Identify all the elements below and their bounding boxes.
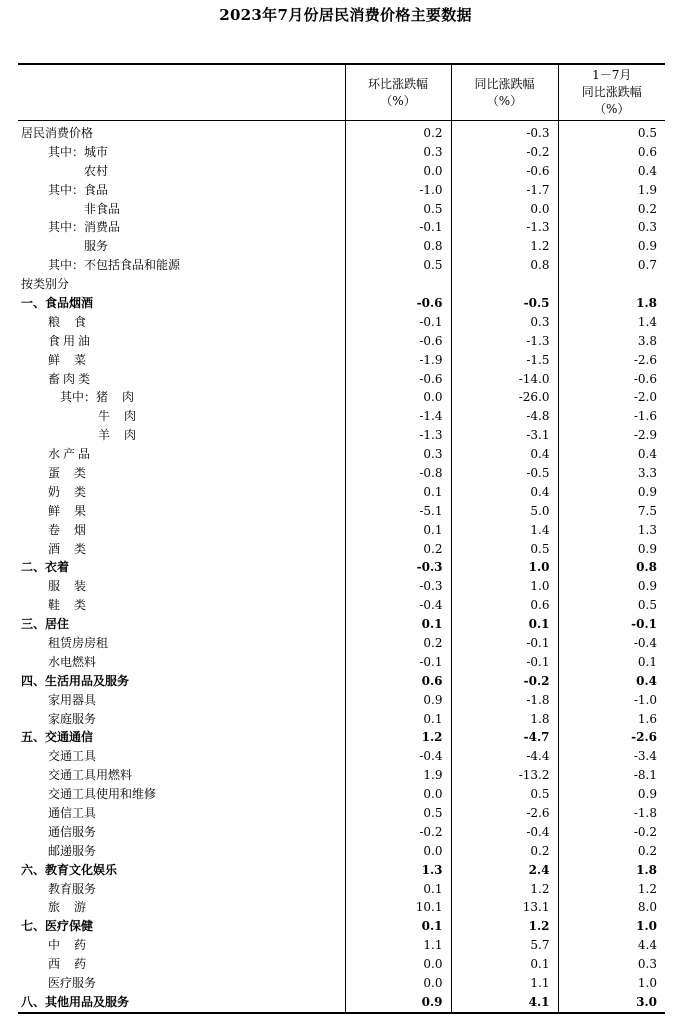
row-label-prefix: 其中： — [48, 258, 85, 273]
table-row — [18, 785, 665, 804]
table-row — [18, 899, 665, 918]
cell-ytd-value: 0.4 — [558, 162, 665, 181]
cell-yoy-value: -0.1 — [451, 653, 558, 672]
row-label — [18, 842, 345, 861]
cell-mom-value: 0.2 — [345, 121, 451, 143]
table-row — [18, 842, 665, 861]
cell-ytd-value: 3.3 — [558, 464, 665, 483]
table-row — [18, 577, 665, 596]
row-label — [18, 936, 345, 955]
table-row — [18, 313, 665, 332]
cell-mom-value: 0.1 — [345, 615, 451, 634]
cell-ytd-value: 3.0 — [558, 993, 665, 1013]
cell-ytd-value: -2.6 — [558, 351, 665, 370]
cell-mom-value: 0.3 — [345, 143, 451, 162]
row-label-text: 猪肉 — [96, 390, 149, 405]
header-item-column — [18, 64, 345, 121]
cell-yoy-value: 0.2 — [451, 842, 558, 861]
row-label-text: 服装 — [48, 579, 101, 594]
row-label — [18, 540, 345, 559]
row-label — [18, 218, 345, 237]
cell-mom-value: 0.5 — [345, 200, 451, 219]
cell-mom-value: -0.4 — [345, 747, 451, 766]
cell-ytd-value: -1.6 — [558, 407, 665, 426]
cell-mom-value: 0.1 — [345, 483, 451, 502]
header-yoy-change: 同比涨跌幅 （%） — [451, 64, 558, 121]
cell-mom-value: 1.3 — [345, 861, 451, 880]
cell-mom-value: -0.8 — [345, 464, 451, 483]
cell-mom-value: -0.1 — [345, 653, 451, 672]
row-label — [18, 370, 345, 389]
row-label-text: 奶类 — [48, 484, 101, 499]
cell-ytd-value: 0.5 — [558, 596, 665, 615]
row-label-text: 城市 — [84, 144, 109, 159]
cell-ytd-value: 1.0 — [558, 974, 665, 993]
cell-yoy-value: -1.7 — [451, 181, 558, 200]
row-label-prefix: 其中： — [60, 390, 97, 405]
cell-mom-value: -0.2 — [345, 823, 451, 842]
cell-ytd-value: -1.8 — [558, 804, 665, 823]
row-label — [18, 313, 345, 332]
row-label — [18, 275, 345, 294]
cell-yoy-value: -1.5 — [451, 351, 558, 370]
cell-mom-value: -1.4 — [345, 407, 451, 426]
cell-mom-value: 0.9 — [345, 993, 451, 1013]
row-label-text: 交通工具使用和维修 — [48, 787, 157, 802]
table-row — [18, 880, 665, 899]
cell-yoy-value: -1.8 — [451, 691, 558, 710]
table-row — [18, 558, 665, 577]
table-row — [18, 143, 665, 162]
table-body — [18, 121, 665, 1013]
cell-ytd-value: 0.7 — [558, 256, 665, 275]
row-label — [18, 766, 345, 785]
row-label-text: 家用器具 — [48, 692, 97, 707]
row-label — [18, 917, 345, 936]
cell-yoy-value: 1.4 — [451, 521, 558, 540]
table-row — [18, 162, 665, 181]
row-label-text: 八、其他用品及服务 — [21, 994, 130, 1009]
cell-ytd-value: -0.2 — [558, 823, 665, 842]
row-label-text: 邮递服务 — [48, 843, 97, 858]
row-label — [18, 596, 345, 615]
cell-mom-value: 0.1 — [345, 880, 451, 899]
row-label — [18, 653, 345, 672]
table-row — [18, 275, 665, 294]
cell-ytd-value: 1.8 — [558, 861, 665, 880]
row-label-text: 通信服务 — [48, 824, 97, 839]
row-label-text: 鲜菜 — [48, 352, 101, 367]
cell-ytd-value: 0.9 — [558, 237, 665, 256]
row-label — [18, 804, 345, 823]
table-row — [18, 729, 665, 748]
row-label — [18, 691, 345, 710]
cell-ytd-value: 0.2 — [558, 842, 665, 861]
cell-mom-value: 0.0 — [345, 842, 451, 861]
table-row — [18, 237, 665, 256]
cell-mom-value — [345, 275, 451, 294]
table-row — [18, 766, 665, 785]
cell-yoy-value: -0.1 — [451, 634, 558, 653]
cell-ytd-value: -0.4 — [558, 634, 665, 653]
cell-mom-value: -1.9 — [345, 351, 451, 370]
cell-mom-value: -5.1 — [345, 502, 451, 521]
cell-mom-value: 0.0 — [345, 785, 451, 804]
row-label-text: 租赁房房租 — [48, 635, 109, 650]
cell-mom-value: 0.1 — [345, 917, 451, 936]
table-row — [18, 823, 665, 842]
cell-ytd-value: 1.8 — [558, 294, 665, 313]
table-row — [18, 370, 665, 389]
row-label-text: 畜肉类 — [48, 371, 94, 386]
row-label-text: 三、居住 — [21, 617, 70, 632]
row-label — [18, 577, 345, 596]
cell-yoy-value: 1.0 — [451, 558, 558, 577]
cell-mom-value: -0.1 — [345, 313, 451, 332]
row-label — [18, 332, 345, 351]
cell-yoy-value: 1.1 — [451, 974, 558, 993]
cell-yoy-value: 0.8 — [451, 256, 558, 275]
row-label-text: 蛋类 — [48, 465, 101, 480]
row-label-text: 五、交通通信 — [21, 730, 94, 745]
table-row — [18, 596, 665, 615]
row-label-text: 西药 — [48, 957, 101, 972]
table-row — [18, 502, 665, 521]
row-label-prefix: 其中： — [48, 220, 85, 235]
cell-yoy-value: -0.6 — [451, 162, 558, 181]
row-label — [18, 351, 345, 370]
row-label-text: 按类别分 — [21, 277, 70, 292]
cell-mom-value: 0.0 — [345, 162, 451, 181]
cell-yoy-value: -3.1 — [451, 426, 558, 445]
row-label-prefix: 其中： — [48, 144, 85, 159]
cell-ytd-value: 0.1 — [558, 653, 665, 672]
page-title: 2023年7月份居民消费价格主要数据 — [219, 6, 472, 24]
row-label-text: 通信工具 — [48, 806, 97, 820]
table-row — [18, 200, 665, 219]
row-label-text: 食品 — [84, 182, 109, 197]
table-header — [18, 64, 665, 121]
cell-ytd-value: -0.6 — [558, 370, 665, 389]
row-label-text: 粮食 — [48, 314, 101, 329]
cell-ytd-value: -8.1 — [558, 766, 665, 785]
cell-yoy-value: -4.8 — [451, 407, 558, 426]
cell-ytd-value: 0.8 — [558, 558, 665, 577]
cell-yoy-value: -0.3 — [451, 121, 558, 143]
cell-ytd-value: 1.3 — [558, 521, 665, 540]
row-label-text: 鲜果 — [48, 503, 101, 518]
row-label — [18, 407, 345, 426]
row-label — [18, 256, 345, 275]
row-label — [18, 521, 345, 540]
row-label-text: 一、食品烟酒 — [21, 295, 94, 310]
cell-yoy-value — [451, 275, 558, 294]
table-row — [18, 121, 665, 143]
cell-mom-value: 0.1 — [345, 521, 451, 540]
row-label — [18, 861, 345, 880]
table-row — [18, 388, 665, 407]
row-label — [18, 143, 345, 162]
cell-yoy-value: 13.1 — [451, 899, 558, 918]
cell-ytd-value: 3.8 — [558, 332, 665, 351]
cell-yoy-value: -4.7 — [451, 729, 558, 748]
cell-yoy-value: 1.8 — [451, 710, 558, 729]
cell-yoy-value: 0.5 — [451, 540, 558, 559]
cell-yoy-value: -2.6 — [451, 804, 558, 823]
cell-mom-value: -0.3 — [345, 577, 451, 596]
cell-ytd-value: 0.4 — [558, 445, 665, 464]
table-row — [18, 993, 665, 1013]
row-label-text: 水电燃料 — [48, 654, 97, 669]
cell-mom-value: 1.2 — [345, 729, 451, 748]
cell-ytd-value: 0.9 — [558, 785, 665, 804]
row-label — [18, 785, 345, 804]
cell-ytd-value: -1.0 — [558, 691, 665, 710]
cell-yoy-value: -0.5 — [451, 294, 558, 313]
cell-yoy-value: 2.4 — [451, 861, 558, 880]
cell-yoy-value: 5.0 — [451, 502, 558, 521]
row-label — [18, 955, 345, 974]
cell-ytd-value: 1.2 — [558, 880, 665, 899]
row-label — [18, 729, 345, 748]
row-label-text: 酒类 — [48, 541, 101, 556]
cell-mom-value: 0.2 — [345, 634, 451, 653]
table-row — [18, 294, 665, 313]
cell-mom-value: -1.0 — [345, 181, 451, 200]
row-label — [18, 121, 345, 143]
table-row — [18, 445, 665, 464]
cell-mom-value: -0.3 — [345, 558, 451, 577]
cell-ytd-value: 1.9 — [558, 181, 665, 200]
row-label-text: 家庭服务 — [48, 711, 97, 726]
table-row — [18, 955, 665, 974]
cell-yoy-value: 0.3 — [451, 313, 558, 332]
cell-ytd-value: 0.4 — [558, 672, 665, 691]
row-label — [18, 558, 345, 577]
row-label-text: 农村 — [84, 163, 109, 178]
row-label-text: 二、衣着 — [21, 560, 70, 575]
row-label — [18, 993, 345, 1013]
cell-mom-value: -0.1 — [345, 218, 451, 237]
row-label-text: 水产品 — [48, 447, 94, 462]
cell-mom-value: 0.0 — [345, 388, 451, 407]
row-label-text: 七、医疗保健 — [21, 919, 94, 934]
cell-yoy-value: 0.5 — [451, 785, 558, 804]
cell-yoy-value: 1.0 — [451, 577, 558, 596]
table-row — [18, 615, 665, 634]
row-label — [18, 823, 345, 842]
cell-ytd-value: 0.3 — [558, 955, 665, 974]
row-label-text: 食用油 — [48, 333, 94, 348]
cell-ytd-value: 8.0 — [558, 899, 665, 918]
cell-ytd-value: 0.9 — [558, 483, 665, 502]
table-row — [18, 218, 665, 237]
row-label-prefix: 其中： — [48, 182, 85, 197]
cell-mom-value: 0.9 — [345, 691, 451, 710]
row-label-text: 鞋类 — [48, 598, 101, 613]
cell-yoy-value: -0.2 — [451, 143, 558, 162]
table-row — [18, 483, 665, 502]
cell-yoy-value: -0.4 — [451, 823, 558, 842]
row-label — [18, 634, 345, 653]
table-row — [18, 464, 665, 483]
table-row — [18, 332, 665, 351]
table-row — [18, 521, 665, 540]
cell-yoy-value: -13.2 — [451, 766, 558, 785]
cell-mom-value: 0.5 — [345, 804, 451, 823]
row-label-text: 居民消费价格 — [21, 125, 94, 140]
row-label — [18, 747, 345, 766]
cell-mom-value: 0.8 — [345, 237, 451, 256]
table-row — [18, 974, 665, 993]
row-label — [18, 445, 345, 464]
table-row — [18, 351, 665, 370]
table-row — [18, 407, 665, 426]
cell-ytd-value — [558, 275, 665, 294]
cell-yoy-value: -0.5 — [451, 464, 558, 483]
table-row — [18, 181, 665, 200]
row-label-text: 卷烟 — [48, 522, 101, 537]
row-label — [18, 899, 345, 918]
row-label-text: 不包括食品和能源 — [84, 258, 181, 273]
cell-mom-value: 0.2 — [345, 540, 451, 559]
row-label-text: 旅游 — [48, 900, 101, 915]
cell-yoy-value: 1.2 — [451, 917, 558, 936]
cell-yoy-value: 4.1 — [451, 993, 558, 1013]
row-label-text: 交通工具用燃料 — [48, 768, 133, 783]
table-row — [18, 634, 665, 653]
header-ytd-yoy-change: 1－7月 同比涨跌幅 （%） — [558, 64, 665, 121]
row-label — [18, 162, 345, 181]
row-label — [18, 880, 345, 899]
cell-yoy-value: -26.0 — [451, 388, 558, 407]
cell-mom-value: 0.5 — [345, 256, 451, 275]
cell-ytd-value: 0.2 — [558, 200, 665, 219]
cell-ytd-value: 0.9 — [558, 540, 665, 559]
cell-mom-value: 0.6 — [345, 672, 451, 691]
row-label — [18, 237, 345, 256]
row-label — [18, 615, 345, 634]
cell-mom-value: 0.3 — [345, 445, 451, 464]
cell-ytd-value: 0.9 — [558, 577, 665, 596]
cell-mom-value: 0.0 — [345, 955, 451, 974]
row-label-text: 教育服务 — [48, 881, 97, 896]
cell-ytd-value: 7.5 — [558, 502, 665, 521]
cell-ytd-value: -2.9 — [558, 426, 665, 445]
cell-mom-value: 1.1 — [345, 936, 451, 955]
cell-yoy-value: 1.2 — [451, 237, 558, 256]
table-row — [18, 917, 665, 936]
row-label — [18, 672, 345, 691]
cell-mom-value: -1.3 — [345, 426, 451, 445]
cell-yoy-value: -0.2 — [451, 672, 558, 691]
row-label-text: 服务 — [84, 239, 109, 254]
cpi-data-table — [18, 63, 665, 1014]
cell-mom-value: 1.9 — [345, 766, 451, 785]
cell-ytd-value: -2.0 — [558, 388, 665, 407]
cell-yoy-value: -1.3 — [451, 332, 558, 351]
cell-yoy-value: -14.0 — [451, 370, 558, 389]
row-label — [18, 294, 345, 313]
cell-mom-value: 0.1 — [345, 710, 451, 729]
row-label-text: 消费品 — [84, 220, 121, 235]
cell-ytd-value: -3.4 — [558, 747, 665, 766]
cell-yoy-value: 0.6 — [451, 596, 558, 615]
row-label — [18, 464, 345, 483]
row-label-text: 牛肉 — [98, 409, 151, 424]
row-label — [18, 200, 345, 219]
cell-ytd-value: 0.5 — [558, 121, 665, 143]
row-label — [18, 502, 345, 521]
cell-yoy-value: 0.1 — [451, 955, 558, 974]
cell-ytd-value: -0.1 — [558, 615, 665, 634]
cell-yoy-value: 0.4 — [451, 445, 558, 464]
cell-mom-value: -0.6 — [345, 294, 451, 313]
cell-mom-value: 10.1 — [345, 899, 451, 918]
row-label — [18, 483, 345, 502]
header-mom-change: 环比涨跌幅 （%） — [345, 64, 451, 121]
cell-yoy-value: 0.1 — [451, 615, 558, 634]
row-label-text: 中药 — [48, 938, 101, 953]
table-row — [18, 804, 665, 823]
row-label — [18, 710, 345, 729]
row-label-text: 六、教育文化娱乐 — [21, 862, 118, 877]
cell-yoy-value: -1.3 — [451, 218, 558, 237]
row-label — [18, 388, 345, 407]
cell-ytd-value: 1.0 — [558, 917, 665, 936]
table-row — [18, 710, 665, 729]
row-label — [18, 974, 345, 993]
cell-yoy-value: 0.0 — [451, 200, 558, 219]
cell-mom-value: -0.4 — [345, 596, 451, 615]
cell-yoy-value: -4.4 — [451, 747, 558, 766]
cell-ytd-value: 0.3 — [558, 218, 665, 237]
cell-ytd-value: 0.6 — [558, 143, 665, 162]
table-row — [18, 426, 665, 445]
cell-yoy-value: 0.4 — [451, 483, 558, 502]
cell-ytd-value: 4.4 — [558, 936, 665, 955]
table-row — [18, 747, 665, 766]
row-label-text: 羊肉 — [98, 428, 151, 443]
table-row — [18, 691, 665, 710]
cell-ytd-value: 1.6 — [558, 710, 665, 729]
cell-mom-value: 0.0 — [345, 974, 451, 993]
cell-ytd-value: 1.4 — [558, 313, 665, 332]
cell-ytd-value: -2.6 — [558, 729, 665, 748]
table-row — [18, 672, 665, 691]
table-row — [18, 653, 665, 672]
row-label-text: 医疗服务 — [48, 976, 97, 991]
cell-mom-value: -0.6 — [345, 370, 451, 389]
cell-mom-value: -0.6 — [345, 332, 451, 351]
row-label-text: 四、生活用品及服务 — [21, 673, 130, 688]
row-label-text: 非食品 — [84, 201, 121, 216]
table-row — [18, 540, 665, 559]
row-label — [18, 181, 345, 200]
row-label — [18, 426, 345, 445]
cell-yoy-value: 5.7 — [451, 936, 558, 955]
cell-yoy-value: 1.2 — [451, 880, 558, 899]
table-row — [18, 256, 665, 275]
row-label-text: 交通工具 — [48, 749, 97, 764]
table-row — [18, 936, 665, 955]
table-row — [18, 861, 665, 880]
